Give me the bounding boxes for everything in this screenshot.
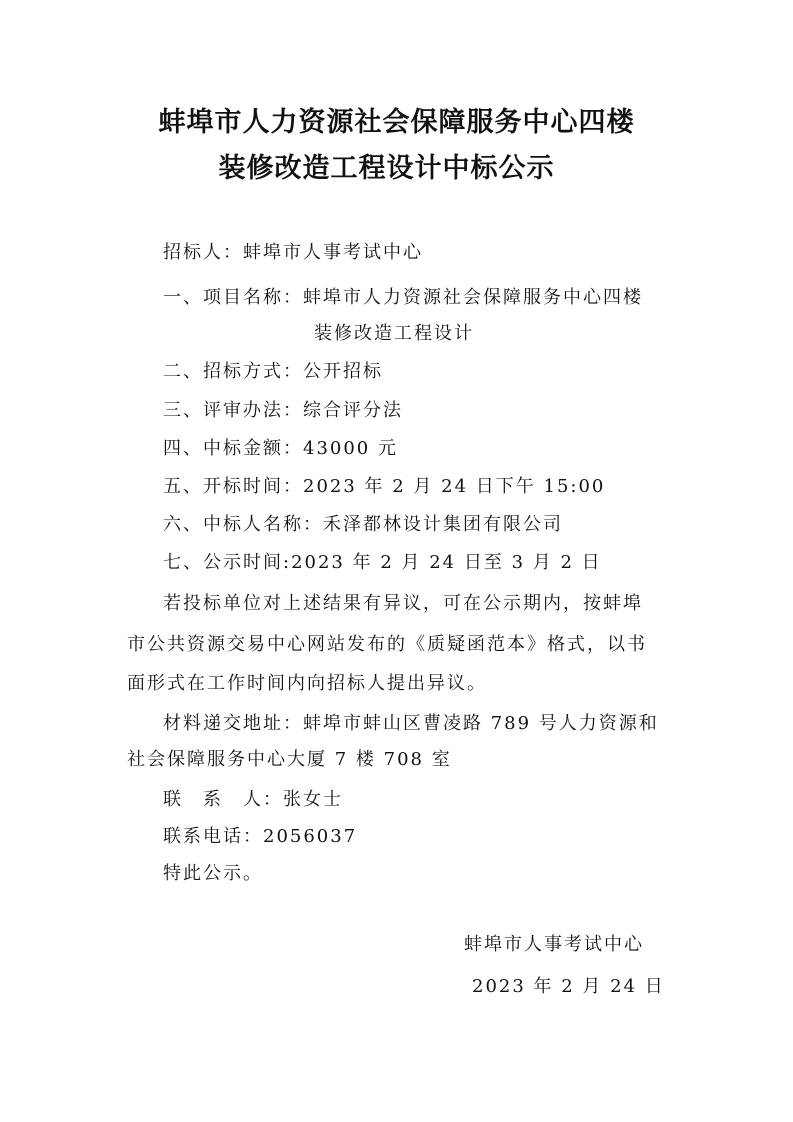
winner-field xyxy=(163,510,563,536)
objection-paragraph-line-2: 市公共资源交易中心网站发布的《质疑函范本》格式，以书 xyxy=(127,634,647,655)
project-name-label: 一、项目名称： xyxy=(163,287,303,308)
closing-remark: 特此公示。 xyxy=(163,863,263,884)
bidding-method-field xyxy=(163,357,383,383)
winner-label: 六、中标人名称： xyxy=(163,514,323,535)
signature-organization: 蚌埠市人事考试中心 xyxy=(464,934,644,955)
objection-paragraph-line-3: 面形式在工作时间内向招标人提出异议。 xyxy=(127,673,487,694)
page-title-line-2: 装修改造工程设计中标公示 xyxy=(218,153,555,184)
bidding-method-value: 公开招标 xyxy=(303,361,383,382)
opening-time-value: 2023 年 2 月 24 日下午 15:00 xyxy=(303,476,606,497)
page-title-line-1: 蚌埠市人力资源社会保障服务中心四楼 xyxy=(158,107,635,138)
opening-time-label: 五、开标时间： xyxy=(163,476,303,497)
project-name-field xyxy=(163,283,643,309)
contact-phone-label: 联系电话： xyxy=(163,826,263,847)
bid-amount-field xyxy=(163,434,398,460)
signature-date: 2023 年 2 月 24 日 xyxy=(472,976,665,997)
address-line-2: 社会保障服务中心大厦 7 楼 708 室 xyxy=(127,749,452,770)
tenderer-label: 招标人： xyxy=(163,242,243,263)
contact-person-label: 联 系 人： xyxy=(163,789,283,810)
publicity-period-field xyxy=(163,548,602,574)
bid-amount-value: 43000 元 xyxy=(303,438,398,459)
opening-time-field xyxy=(163,472,605,498)
evaluation-method-value: 综合评分法 xyxy=(303,400,403,421)
evaluation-method-field xyxy=(163,396,403,422)
project-name-value: 蚌埠市人力资源社会保障服务中心四楼 xyxy=(303,287,643,308)
publicity-period-value: 2023 年 2 月 24 日至 3 月 2 日 xyxy=(291,552,602,573)
winner-value: 禾泽都林设计集团有限公司 xyxy=(323,514,563,535)
bidding-method-label: 二、招标方式： xyxy=(163,361,303,382)
bid-amount-label: 四、中标金额： xyxy=(163,438,303,459)
contact-phone-field xyxy=(163,822,357,848)
evaluation-method-label: 三、评审办法： xyxy=(163,400,303,421)
objection-paragraph-line-1: 若投标单位对上述结果有异议，可在公示期内，按蚌埠 xyxy=(163,593,643,614)
contact-person-field xyxy=(163,785,343,811)
tenderer-value: 蚌埠市人事考试中心 xyxy=(243,242,423,263)
publicity-period-label: 七、公示时间: xyxy=(163,552,292,573)
address-line-1: 材料递交地址：蚌埠市蚌山区曹凌路 789 号人力资源和 xyxy=(163,713,659,734)
contact-person-value: 张女士 xyxy=(283,789,343,810)
tenderer-field xyxy=(163,238,423,264)
project-name-value-cont: 装修改造工程设计 xyxy=(314,323,474,344)
contact-phone-value: 2056037 xyxy=(263,826,358,847)
